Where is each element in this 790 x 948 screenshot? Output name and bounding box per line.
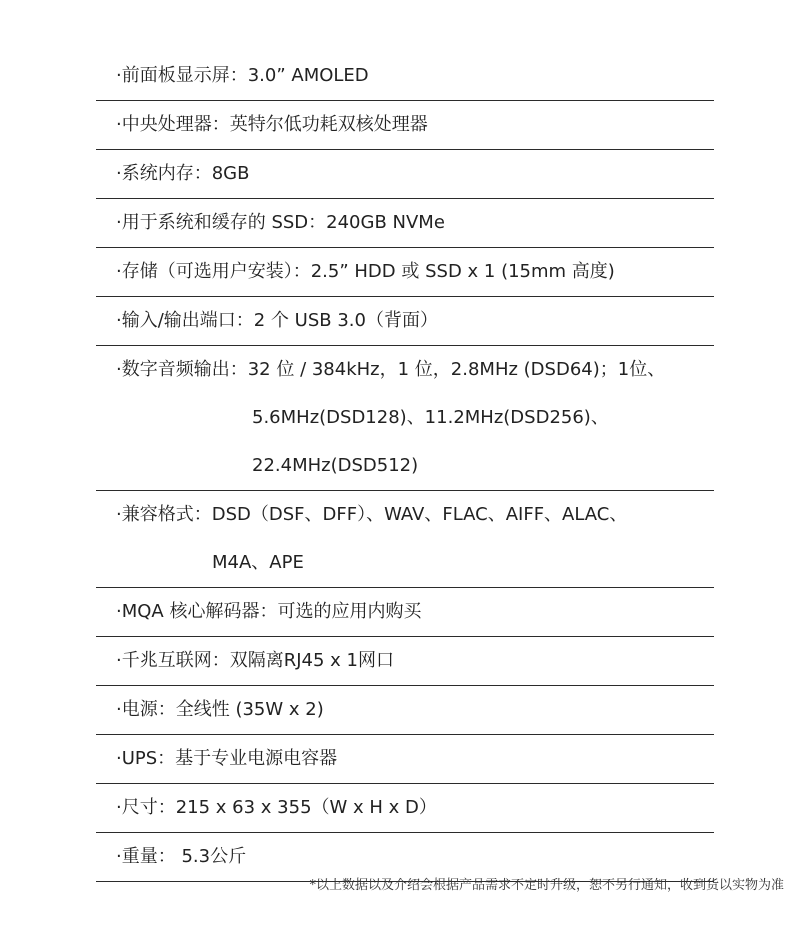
spec-text: ·尺寸：215 x 63 x 355（W x H x D） [116,797,437,818]
spec-row-memory [96,150,714,199]
spec-row-io-ports [96,297,714,346]
spec-row-dimensions [96,784,714,833]
spec-text: ·重量： 5.3公斤 [116,846,247,867]
spec-text: ·系统内存：8GB [116,163,250,184]
footnote: *以上数据以及介绍会根据产品需求不定时升级，恕不另行通知，收到货以实物为准 [309,878,784,893]
spec-text: ·MQA 核心解码器：可选的应用内购买 [116,601,422,622]
spec-row-ethernet [96,637,714,686]
spec-row-digital-audio [96,346,714,491]
spec-row-ups [96,735,714,784]
spec-text-continued: 5.6MHz(DSD128)、11.2MHz(DSD256)、 [252,407,609,428]
spec-text: ·千兆互联网：双隔离RJ45 x 1网口 [116,650,394,671]
spec-row-storage [96,248,714,297]
spec-text: ·存储（可选用户安装）：2.5” HDD 或 SSD x 1 (15mm 高度) [116,261,615,282]
spec-row-display [96,52,714,101]
spec-text: ·电源：全线性 (35W x 2) [116,699,324,720]
spec-text: ·输入/输出端口：2 个 USB 3.0（背面） [116,310,438,331]
spec-text: ·中央处理器：英特尔低功耗双核处理器 [116,114,428,135]
spec-row-ssd [96,199,714,248]
spec-list [96,52,714,882]
spec-text: ·UPS：基于专业电源电容器 [116,748,338,769]
spec-row-formats [96,491,714,588]
spec-text-continued: M4A、APE [212,552,304,573]
spec-text: ·数字音频输出：32 位 / 384kHz，1 位，2.8MHz (DSD64)；1位、 [116,359,666,380]
spec-row-cpu [96,101,714,150]
spec-row-power [96,686,714,735]
spec-text: ·用于系统和缓存的 SSD：240GB NVMe [116,212,445,233]
spec-text: ·前面板显示屏：3.0” AMOLED [116,65,369,86]
spec-text: ·兼容格式：DSD（DSF、DFF）、WAV、FLAC、AIFF、ALAC、 [116,504,628,525]
spec-row-mqa [96,588,714,637]
spec-text-continued: 22.4MHz(DSD512) [252,455,419,476]
